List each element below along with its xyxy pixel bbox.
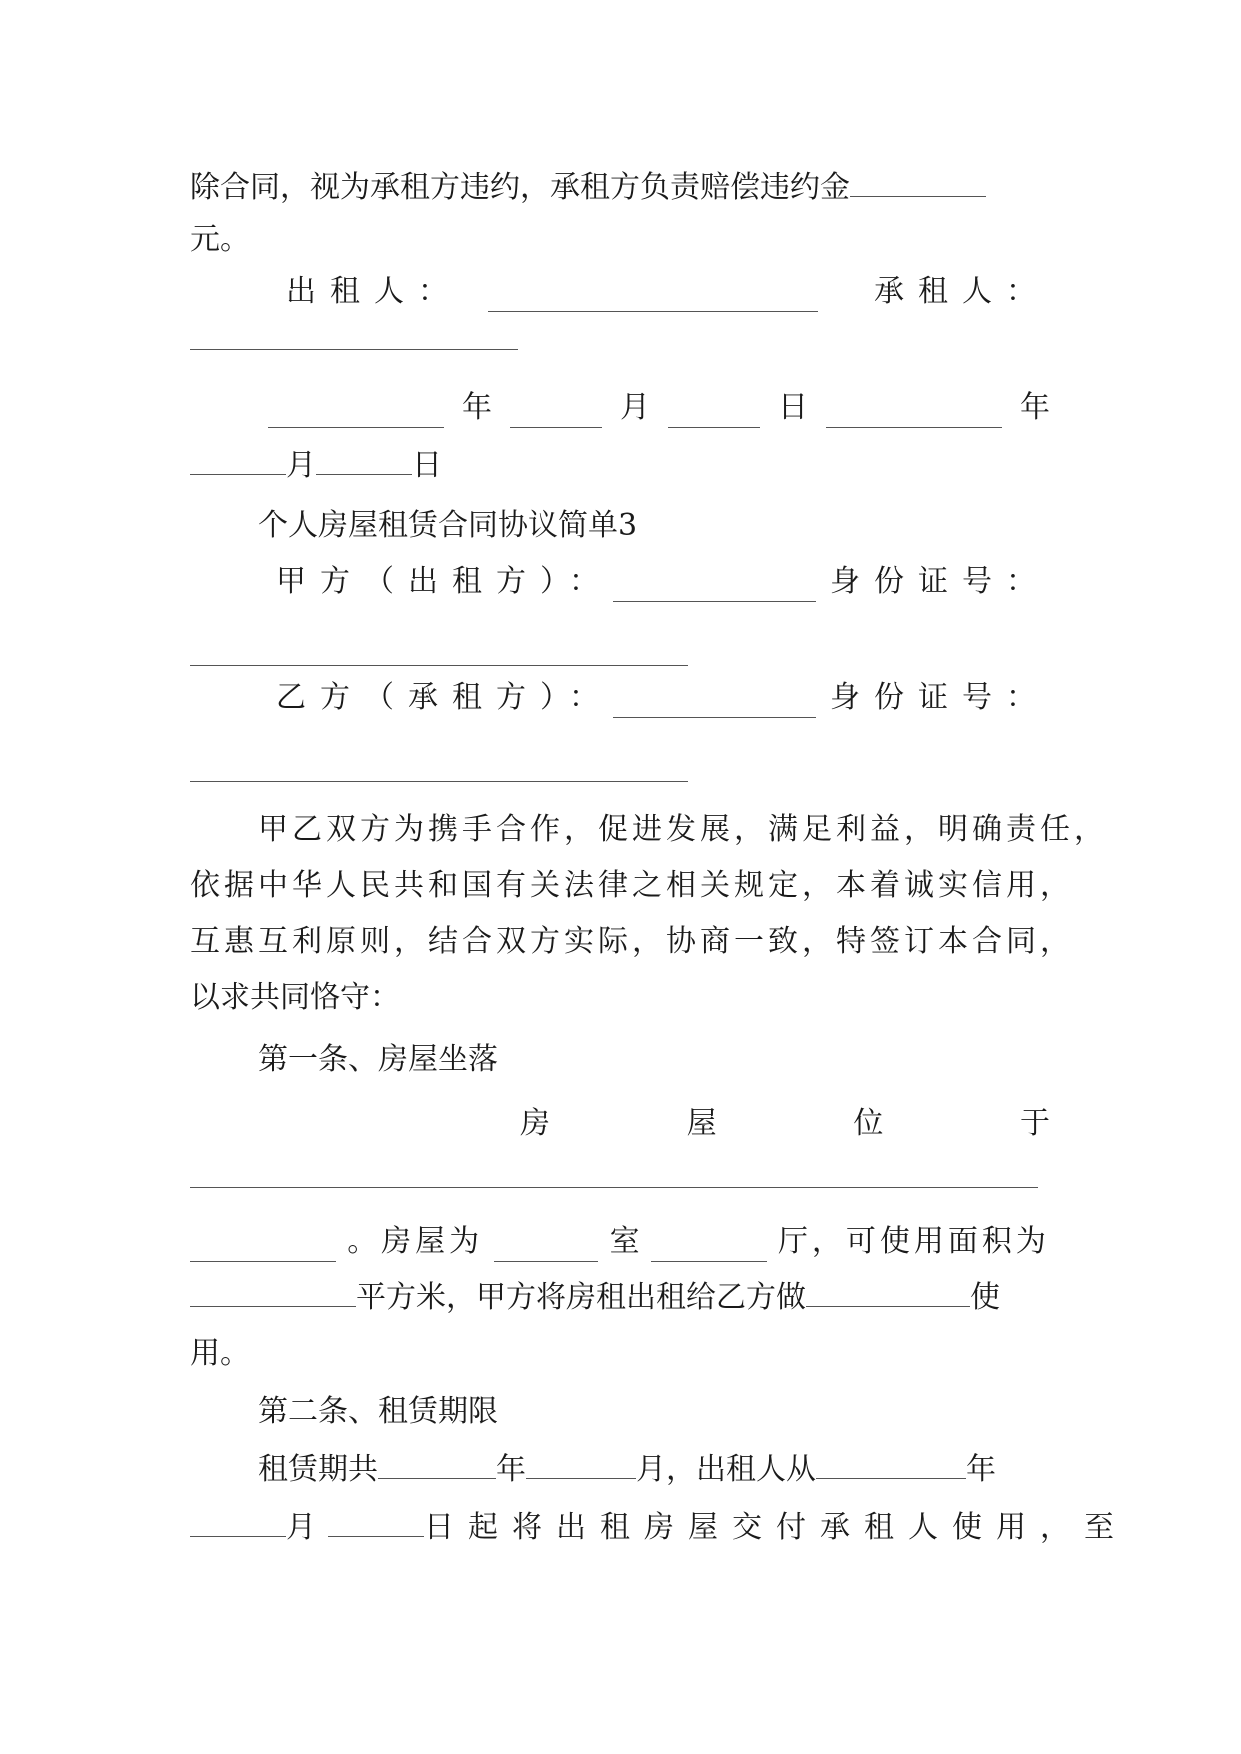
date-line-2 bbox=[190, 446, 1050, 486]
blank-halls bbox=[651, 1237, 767, 1262]
text: 平方米，甲方将房租出租给乙方做 bbox=[356, 1280, 806, 1315]
id-blank bbox=[190, 780, 688, 782]
char: 于 bbox=[1019, 1106, 1050, 1141]
party-b-blank bbox=[613, 693, 816, 718]
blank-start-month bbox=[190, 1512, 286, 1537]
text: 除合同，视为承租方违约，承租方负责赔偿违约金 bbox=[190, 170, 850, 205]
lessor-label: 出租人： bbox=[286, 274, 462, 309]
party-a-label: 甲方（出租方）： bbox=[276, 564, 613, 599]
text: 月，出租人从 bbox=[636, 1452, 816, 1487]
section-title bbox=[258, 506, 1050, 546]
use-line bbox=[190, 1334, 1050, 1374]
char: 房 bbox=[520, 1106, 550, 1141]
text: 月 bbox=[286, 1510, 316, 1545]
paragraph-line bbox=[190, 866, 1074, 906]
blank-year bbox=[826, 403, 1002, 428]
party-b-label: 乙方（承租方）： bbox=[276, 680, 613, 715]
area-line bbox=[190, 1278, 1050, 1318]
text: 租赁期共 bbox=[258, 1452, 378, 1487]
blank-day bbox=[668, 403, 760, 428]
blank-month bbox=[510, 403, 602, 428]
text: 。房屋为 bbox=[347, 1224, 484, 1259]
text: 互惠互利原则，结合双方实际，协商一致，特签订本合同， bbox=[190, 924, 1074, 959]
blank-month bbox=[190, 450, 286, 475]
text: 第二条、租赁期限 bbox=[258, 1394, 498, 1429]
year-label: 年 bbox=[1020, 390, 1050, 425]
month-label: 月 bbox=[620, 390, 650, 425]
party-a-line bbox=[276, 562, 1050, 602]
lessor-blank bbox=[488, 287, 818, 312]
lease-line-2 bbox=[190, 1508, 1128, 1548]
party-a-blank bbox=[613, 577, 816, 602]
text: 第一条、房屋坐落 bbox=[258, 1042, 498, 1077]
blank-day bbox=[316, 450, 412, 475]
paragraph-line bbox=[190, 922, 1074, 962]
paragraph-line bbox=[258, 810, 1108, 850]
id-label: 身份证号： bbox=[830, 680, 1050, 715]
day-label: 日 bbox=[778, 390, 808, 425]
text: 甲乙双方为携手合作，促进发展，满足利益，明确责任， bbox=[258, 812, 1108, 847]
rooms-line bbox=[190, 1222, 1050, 1262]
text: 年 bbox=[966, 1452, 996, 1487]
text: 室 bbox=[609, 1224, 640, 1259]
location-blank bbox=[190, 1186, 1038, 1188]
blank-start-year bbox=[816, 1454, 966, 1479]
id-blank bbox=[190, 664, 688, 666]
blank-months bbox=[526, 1454, 636, 1479]
blank-field bbox=[850, 172, 986, 197]
paragraph-line bbox=[190, 978, 1050, 1018]
text: 依据中华人民共和国有关法律之相关规定，本着诚实信用， bbox=[190, 868, 1074, 903]
blank-rooms bbox=[494, 1237, 598, 1262]
party-b-line bbox=[276, 678, 1050, 718]
article-2-heading bbox=[258, 1392, 1050, 1432]
blank-area bbox=[190, 1282, 356, 1307]
text: 元。 bbox=[190, 222, 250, 257]
blank-year bbox=[268, 403, 444, 428]
lessee-blank bbox=[190, 348, 518, 350]
blank-start-day bbox=[328, 1512, 424, 1537]
char: 屋 bbox=[686, 1106, 717, 1141]
id-label: 身份证号： bbox=[830, 564, 1050, 599]
year-label: 年 bbox=[462, 390, 492, 425]
blank-years bbox=[378, 1454, 496, 1479]
day-label: 日 bbox=[412, 448, 442, 483]
text: 用。 bbox=[190, 1336, 250, 1371]
blank-purpose bbox=[806, 1282, 970, 1307]
char: 位 bbox=[853, 1106, 884, 1141]
month-label: 月 bbox=[286, 448, 316, 483]
location-line bbox=[520, 1104, 1050, 1144]
contract-line-1 bbox=[190, 168, 1050, 208]
lessee-label: 承租人： bbox=[874, 274, 1050, 309]
lease-line-1 bbox=[258, 1450, 1050, 1490]
date-line bbox=[268, 388, 1050, 428]
text: 以求共同恪守： bbox=[190, 980, 400, 1015]
contract-line-2 bbox=[190, 220, 1050, 260]
text: 使 bbox=[970, 1280, 1000, 1315]
text: 年 bbox=[496, 1452, 526, 1487]
article-1-heading bbox=[258, 1040, 1050, 1080]
title-text: 个人房屋租赁合同协议简单3 bbox=[258, 508, 638, 543]
text: 日起将出租房屋交付承租人使用，至 bbox=[424, 1510, 1128, 1545]
signature-line bbox=[286, 272, 1050, 312]
text: 厅，可使用面积为 bbox=[777, 1224, 1050, 1259]
location-blank-end bbox=[190, 1237, 336, 1262]
